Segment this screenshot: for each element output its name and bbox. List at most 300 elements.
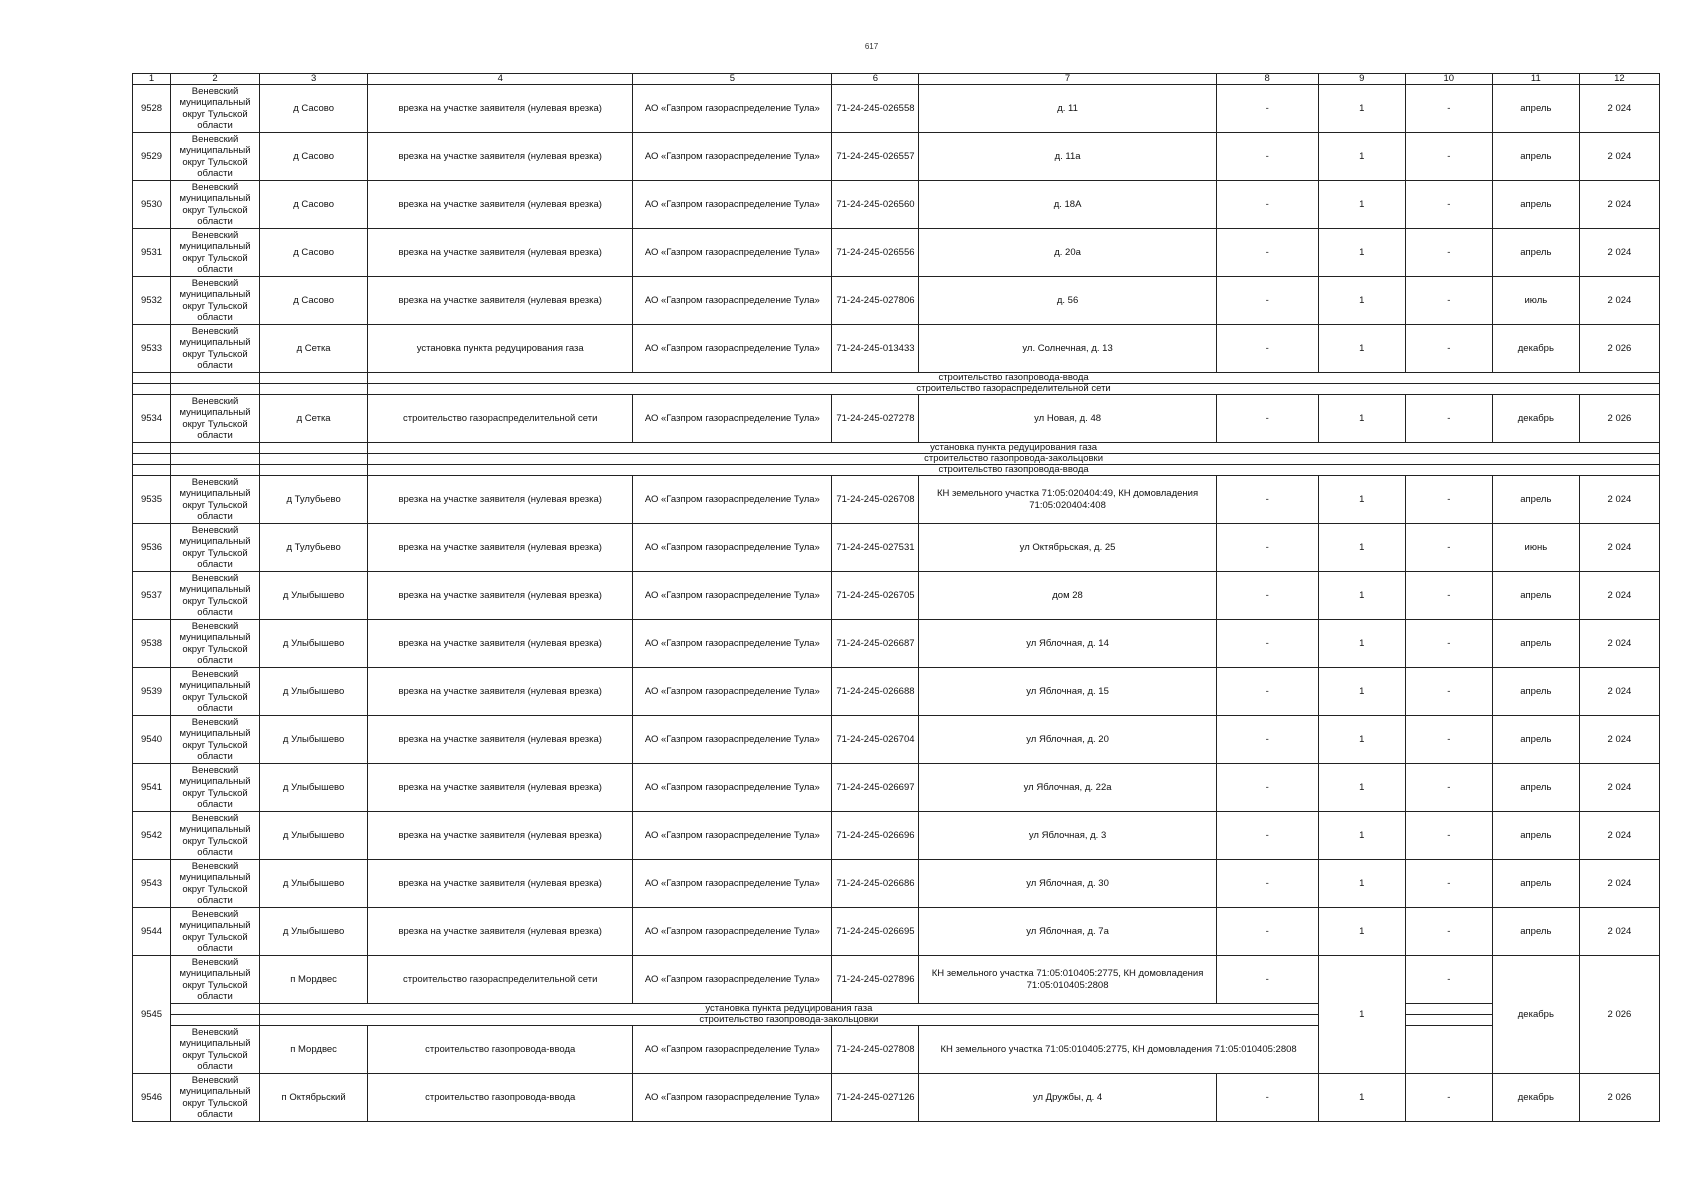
organization-cell: АО «Газпром газораспределение Тула» — [633, 620, 832, 668]
empty-cell — [133, 384, 171, 395]
month-cell: декабрь — [1492, 325, 1579, 373]
locality-cell: п Октябрьский — [260, 1074, 368, 1122]
empty-cell — [171, 1004, 260, 1015]
col10-cell: - — [1405, 133, 1492, 181]
table-row — [133, 860, 1660, 908]
work-type-cell: строительство газораспределительной сети — [368, 956, 633, 1004]
organization-cell: АО «Газпром газораспределение Тула» — [633, 229, 832, 277]
table-row — [133, 1074, 1660, 1122]
object-code-cell: 71-24-245-026558 — [832, 85, 919, 133]
row-number-cell: 9531 — [133, 229, 171, 277]
object-code-cell: 71-24-245-027896 — [832, 956, 919, 1004]
object-code-cell: 71-24-245-027808 — [832, 1026, 919, 1074]
month-cell: апрель — [1492, 572, 1579, 620]
month-cell: декабрь — [1492, 395, 1579, 443]
locality-cell: д Улыбышево — [260, 716, 368, 764]
address-cell: д. 20а — [919, 229, 1216, 277]
locality-cell: д Сасово — [260, 85, 368, 133]
sub-work-row — [133, 373, 1660, 384]
organization-cell: АО «Газпром газораспределение Тула» — [633, 908, 832, 956]
col9-cell: 1 — [1318, 668, 1405, 716]
address-cell: дом 28 — [919, 572, 1216, 620]
sub-work-row — [133, 384, 1660, 395]
col10-cell: - — [1405, 764, 1492, 812]
address-cell: ул Яблочная, д. 30 — [919, 860, 1216, 908]
locality-cell: д Сасово — [260, 133, 368, 181]
col9-cell: 1 — [1318, 133, 1405, 181]
organization-cell: АО «Газпром газораспределение Тула» — [633, 860, 832, 908]
row-number-cell: 9535 — [133, 476, 171, 524]
col8-cell: - — [1216, 277, 1318, 325]
organization-cell: АО «Газпром газораспределение Тула» — [633, 572, 832, 620]
locality-cell: д Улыбышево — [260, 764, 368, 812]
district-cell: Веневский муниципальный округ Тульской области — [171, 476, 260, 524]
col8-cell: - — [1216, 860, 1318, 908]
col8-cell: - — [1216, 572, 1318, 620]
page-number: 617 — [864, 42, 879, 51]
col10-cell: - — [1405, 476, 1492, 524]
object-code-cell: 71-24-245-027806 — [832, 277, 919, 325]
header-cell: 2 — [171, 74, 260, 85]
col9-cell: 1 — [1318, 181, 1405, 229]
row-number-cell: 9538 — [133, 620, 171, 668]
table-row — [133, 956, 1660, 1004]
work-type-cell: врезка на участке заявителя (нулевая врезка) — [368, 668, 633, 716]
col8-cell: - — [1216, 395, 1318, 443]
district-cell: Веневский муниципальный округ Тульской области — [171, 325, 260, 373]
district-cell: Веневский муниципальный округ Тульской области — [171, 277, 260, 325]
month-cell: июль — [1492, 277, 1579, 325]
month-cell: апрель — [1492, 181, 1579, 229]
empty-cell — [171, 1015, 260, 1026]
work-type-cell: врезка на участке заявителя (нулевая врезка) — [368, 133, 633, 181]
sub-work-row — [133, 465, 1660, 476]
month-cell: апрель — [1492, 860, 1579, 908]
table-body — [133, 74, 1660, 1122]
work-type-cell: строительство газопровода-ввода — [368, 1026, 633, 1074]
year-cell: 2 024 — [1579, 812, 1659, 860]
row-number-cell: 9543 — [133, 860, 171, 908]
table-row — [133, 476, 1660, 524]
address-cell: ул Яблочная, д. 7а — [919, 908, 1216, 956]
col8-cell: - — [1216, 476, 1318, 524]
object-code-cell: 71-24-245-027126 — [832, 1074, 919, 1122]
work-type-cell: врезка на участке заявителя (нулевая врезка) — [368, 764, 633, 812]
work-type-cell: врезка на участке заявителя (нулевая врезка) — [368, 812, 633, 860]
col9-cell: 1 — [1318, 716, 1405, 764]
col10-cell: - — [1405, 668, 1492, 716]
empty-cell — [133, 373, 171, 384]
col8-cell: - — [1216, 1074, 1318, 1122]
work-type-cell: врезка на участке заявителя (нулевая врезка) — [368, 476, 633, 524]
work-type-cell: установка пункта редуцирования газа — [368, 325, 633, 373]
district-cell: Веневский муниципальный округ Тульской области — [171, 524, 260, 572]
table-row — [133, 85, 1660, 133]
address-cell: КН земельного участка 71:05:010405:2775, КН домовладения 71:05:010405:2808 — [919, 1026, 1318, 1074]
address-cell: КН земельного участка 71:05:020404:49, КН домовладения 71:05:020404:408 — [919, 476, 1216, 524]
row-number-cell: 9529 — [133, 133, 171, 181]
header-cell: 12 — [1579, 74, 1659, 85]
address-cell: ул Новая, д. 48 — [919, 395, 1216, 443]
row-number-cell: 9533 — [133, 325, 171, 373]
col10-cell: - — [1405, 395, 1492, 443]
table-row — [133, 572, 1660, 620]
col10-cell: - — [1405, 277, 1492, 325]
col9-cell: 1 — [1318, 325, 1405, 373]
locality-cell: п Мордвес — [260, 956, 368, 1004]
col8-cell: - — [1216, 812, 1318, 860]
district-cell: Веневский муниципальный округ Тульской области — [171, 1026, 260, 1074]
col8-cell: - — [1216, 956, 1318, 1004]
col10-cell: - — [1405, 1074, 1492, 1122]
row-number-cell: 9546 — [133, 1074, 171, 1122]
sub-work-label: строительство газораспределительной сети — [368, 384, 1660, 395]
district-cell: Веневский муниципальный округ Тульской области — [171, 716, 260, 764]
empty-cell — [1405, 1004, 1492, 1015]
address-cell: ул Яблочная, д. 22а — [919, 764, 1216, 812]
col10-cell: - — [1405, 716, 1492, 764]
address-cell: ул Дружбы, д. 4 — [919, 1074, 1216, 1122]
locality-cell: д Улыбышево — [260, 812, 368, 860]
col8-cell: - — [1216, 908, 1318, 956]
organization-cell: АО «Газпром газораспределение Тула» — [633, 325, 832, 373]
sub-work-row — [133, 454, 1660, 465]
empty-cell — [171, 373, 260, 384]
district-cell: Веневский муниципальный округ Тульской области — [171, 620, 260, 668]
address-cell: ул Яблочная, д. 3 — [919, 812, 1216, 860]
empty-cell — [133, 454, 171, 465]
table-row — [133, 620, 1660, 668]
object-code-cell: 71-24-245-026704 — [832, 716, 919, 764]
organization-cell: АО «Газпром газораспределение Тула» — [633, 812, 832, 860]
district-cell: Веневский муниципальный округ Тульской области — [171, 85, 260, 133]
row-number-cell: 9544 — [133, 908, 171, 956]
month-cell: апрель — [1492, 764, 1579, 812]
row-number-cell: 9545 — [133, 956, 171, 1074]
locality-cell: п Мордвес — [260, 1026, 368, 1074]
organization-cell: АО «Газпром газораспределение Тула» — [633, 524, 832, 572]
header-cell: 5 — [633, 74, 832, 85]
district-cell: Веневский муниципальный округ Тульской области — [171, 764, 260, 812]
month-cell: апрель — [1492, 908, 1579, 956]
month-cell: апрель — [1492, 476, 1579, 524]
object-code-cell: 71-24-245-026687 — [832, 620, 919, 668]
table-row — [133, 229, 1660, 277]
col10-cell: - — [1405, 181, 1492, 229]
col9-cell: 1 — [1318, 620, 1405, 668]
column-number-header — [133, 74, 1660, 85]
year-cell: 2 024 — [1579, 181, 1659, 229]
address-cell: ул Яблочная, д. 15 — [919, 668, 1216, 716]
empty-cell — [133, 465, 171, 476]
table-row — [133, 764, 1660, 812]
row-number-cell: 9541 — [133, 764, 171, 812]
header-cell: 1 — [133, 74, 171, 85]
address-cell: д. 18А — [919, 181, 1216, 229]
work-type-cell: врезка на участке заявителя (нулевая врезка) — [368, 908, 633, 956]
row-number-cell: 9532 — [133, 277, 171, 325]
district-cell: Веневский муниципальный округ Тульской области — [171, 908, 260, 956]
row-number-cell: 9537 — [133, 572, 171, 620]
locality-cell: д Улыбышево — [260, 572, 368, 620]
header-cell: 4 — [368, 74, 633, 85]
year-cell: 2 024 — [1579, 229, 1659, 277]
table-row — [133, 181, 1660, 229]
year-cell: 2 026 — [1579, 1074, 1659, 1122]
object-code-cell: 71-24-245-026697 — [832, 764, 919, 812]
month-cell: апрель — [1492, 229, 1579, 277]
month-cell: апрель — [1492, 620, 1579, 668]
address-cell: ул Октябрьская, д. 25 — [919, 524, 1216, 572]
header-cell: 3 — [260, 74, 368, 85]
locality-cell: д Сасово — [260, 229, 368, 277]
sub-work-label: установка пункта редуцирования газа — [368, 443, 1660, 454]
month-cell: апрель — [1492, 716, 1579, 764]
object-code-cell: 71-24-245-026705 — [832, 572, 919, 620]
row-number-cell: 9539 — [133, 668, 171, 716]
col8-cell: - — [1216, 524, 1318, 572]
address-cell: д. 11 — [919, 85, 1216, 133]
district-cell: Веневский муниципальный округ Тульской области — [171, 572, 260, 620]
work-type-cell: строительство газораспределительной сети — [368, 395, 633, 443]
col10-cell: - — [1405, 812, 1492, 860]
col10-cell: - — [1405, 325, 1492, 373]
object-code-cell: 71-24-245-013433 — [832, 325, 919, 373]
organization-cell: АО «Газпром газораспределение Тула» — [633, 668, 832, 716]
locality-cell: д Тулубьево — [260, 524, 368, 572]
work-type-cell: врезка на участке заявителя (нулевая врезка) — [368, 181, 633, 229]
month-cell: июнь — [1492, 524, 1579, 572]
object-code-cell: 71-24-245-026696 — [832, 812, 919, 860]
work-type-cell: врезка на участке заявителя (нулевая врезка) — [368, 524, 633, 572]
work-type-cell: врезка на участке заявителя (нулевая врезка) — [368, 229, 633, 277]
year-cell: 2 024 — [1579, 716, 1659, 764]
col8-cell: - — [1216, 325, 1318, 373]
sub-work-label: строительство газопровода-закольцовки — [368, 454, 1660, 465]
table-row — [133, 524, 1660, 572]
row-number-cell: 9528 — [133, 85, 171, 133]
locality-cell: д Улыбышево — [260, 908, 368, 956]
organization-cell: АО «Газпром газораспределение Тула» — [633, 395, 832, 443]
address-cell: д. 56 — [919, 277, 1216, 325]
object-code-cell: 71-24-245-027278 — [832, 395, 919, 443]
address-cell: ул. Солнечная, д. 13 — [919, 325, 1216, 373]
object-code-cell: 71-24-245-026556 — [832, 229, 919, 277]
col8-cell: - — [1216, 229, 1318, 277]
district-cell: Веневский муниципальный округ Тульской области — [171, 1074, 260, 1122]
table-row — [133, 1026, 1660, 1074]
year-cell: 2 024 — [1579, 620, 1659, 668]
col9-cell: 1 — [1318, 395, 1405, 443]
district-cell: Веневский муниципальный округ Тульской области — [171, 395, 260, 443]
empty-cell — [171, 465, 260, 476]
header-cell: 6 — [832, 74, 919, 85]
table-row — [133, 668, 1660, 716]
col10-cell: - — [1405, 620, 1492, 668]
year-cell: 2 024 — [1579, 277, 1659, 325]
locality-cell: д Сасово — [260, 181, 368, 229]
year-cell: 2 024 — [1579, 524, 1659, 572]
sub-work-row — [133, 1004, 1660, 1015]
address-cell: д. 11а — [919, 133, 1216, 181]
object-code-cell: 71-24-245-026688 — [832, 668, 919, 716]
table-row — [133, 716, 1660, 764]
col10-cell: - — [1405, 229, 1492, 277]
organization-cell: АО «Газпром газораспределение Тула» — [633, 277, 832, 325]
sub-work-row — [133, 443, 1660, 454]
table-row — [133, 325, 1660, 373]
col8-cell: - — [1216, 764, 1318, 812]
row-number-cell: 9540 — [133, 716, 171, 764]
col8-cell: - — [1216, 668, 1318, 716]
work-type-cell: врезка на участке заявителя (нулевая врезка) — [368, 620, 633, 668]
district-cell: Веневский муниципальный округ Тульской области — [171, 860, 260, 908]
empty-cell — [260, 465, 368, 476]
year-cell: 2 026 — [1579, 956, 1659, 1074]
month-cell: декабрь — [1492, 956, 1579, 1074]
col9-cell: 1 — [1318, 476, 1405, 524]
year-cell: 2 024 — [1579, 764, 1659, 812]
organization-cell: АО «Газпром газораспределение Тула» — [633, 716, 832, 764]
col8-cell: - — [1216, 133, 1318, 181]
locality-cell: д Тулубьево — [260, 476, 368, 524]
empty-cell — [260, 373, 368, 384]
table-row — [133, 133, 1660, 181]
organization-cell: АО «Газпром газораспределение Тула» — [633, 1074, 832, 1122]
month-cell: апрель — [1492, 85, 1579, 133]
col9-cell: 1 — [1318, 860, 1405, 908]
col8-cell: - — [1216, 85, 1318, 133]
row-number-cell: 9530 — [133, 181, 171, 229]
district-cell: Веневский муниципальный округ Тульской области — [171, 133, 260, 181]
col9-cell: 1 — [1318, 908, 1405, 956]
work-type-cell: врезка на участке заявителя (нулевая врезка) — [368, 860, 633, 908]
gas-registry-table — [132, 73, 1660, 1122]
col9-cell: 1 — [1318, 572, 1405, 620]
object-code-cell: 71-24-245-026560 — [832, 181, 919, 229]
empty-cell — [171, 384, 260, 395]
row-number-cell: 9542 — [133, 812, 171, 860]
organization-cell: АО «Газпром газораспределение Тула» — [633, 956, 832, 1004]
work-type-cell: врезка на участке заявителя (нулевая врезка) — [368, 572, 633, 620]
locality-cell: д Сетка — [260, 395, 368, 443]
work-type-cell: врезка на участке заявителя (нулевая врезка) — [368, 277, 633, 325]
col8-cell: - — [1216, 620, 1318, 668]
year-cell: 2 024 — [1579, 668, 1659, 716]
month-cell: апрель — [1492, 668, 1579, 716]
table-row — [133, 277, 1660, 325]
col10-cell: - — [1405, 524, 1492, 572]
header-cell: 10 — [1405, 74, 1492, 85]
table-row — [133, 812, 1660, 860]
table-row — [133, 395, 1660, 443]
locality-cell: д Сасово — [260, 277, 368, 325]
organization-cell: АО «Газпром газораспределение Тула» — [633, 1026, 832, 1074]
col9-cell: 1 — [1318, 229, 1405, 277]
organization-cell: АО «Газпром газораспределение Тула» — [633, 85, 832, 133]
col9-cell: 1 — [1318, 277, 1405, 325]
table-row — [133, 908, 1660, 956]
header-cell: 11 — [1492, 74, 1579, 85]
col9-cell: 1 — [1318, 812, 1405, 860]
empty-cell — [1405, 1015, 1492, 1026]
col9-cell: 1 — [1318, 85, 1405, 133]
object-code-cell: 71-24-245-026695 — [832, 908, 919, 956]
district-cell: Веневский муниципальный округ Тульской области — [171, 181, 260, 229]
locality-cell: д Сетка — [260, 325, 368, 373]
locality-cell: д Улыбышево — [260, 860, 368, 908]
locality-cell: д Улыбышево — [260, 620, 368, 668]
empty-cell — [133, 443, 171, 454]
locality-cell: д Улыбышево — [260, 668, 368, 716]
month-cell: декабрь — [1492, 1074, 1579, 1122]
sub-work-label: установка пункта редуцирования газа — [260, 1004, 1319, 1015]
address-cell: КН земельного участка 71:05:010405:2775, КН домовладения 71:05:010405:2808 — [919, 956, 1216, 1004]
object-code-cell: 71-24-245-026557 — [832, 133, 919, 181]
district-cell: Веневский муниципальный округ Тульской области — [171, 229, 260, 277]
month-cell: апрель — [1492, 812, 1579, 860]
empty-cell — [260, 443, 368, 454]
header-cell: 9 — [1318, 74, 1405, 85]
organization-cell: АО «Газпром газораспределение Тула» — [633, 764, 832, 812]
row-number-cell: 9536 — [133, 524, 171, 572]
address-cell: ул Яблочная, д. 14 — [919, 620, 1216, 668]
empty-cell — [171, 454, 260, 465]
col10-cell: - — [1405, 85, 1492, 133]
col9-cell: 1 — [1318, 764, 1405, 812]
year-cell: 2 024 — [1579, 572, 1659, 620]
col10-cell: - — [1405, 860, 1492, 908]
header-cell: 7 — [919, 74, 1216, 85]
district-cell: Веневский муниципальный округ Тульской области — [171, 956, 260, 1004]
empty-cell — [260, 384, 368, 395]
col9-cell: 1 — [1318, 956, 1405, 1074]
work-type-cell: врезка на участке заявителя (нулевая врезка) — [368, 716, 633, 764]
organization-cell: АО «Газпром газораспределение Тула» — [633, 133, 832, 181]
year-cell: 2 026 — [1579, 325, 1659, 373]
col9-cell: 1 — [1318, 1074, 1405, 1122]
year-cell: 2 024 — [1579, 476, 1659, 524]
col9-cell: 1 — [1318, 524, 1405, 572]
col10-cell: - — [1405, 908, 1492, 956]
col10-cell: - — [1405, 956, 1492, 1004]
work-type-cell: строительство газопровода-ввода — [368, 1074, 633, 1122]
district-cell: Веневский муниципальный округ Тульской области — [171, 812, 260, 860]
district-cell: Веневский муниципальный округ Тульской области — [171, 668, 260, 716]
year-cell: 2 024 — [1579, 85, 1659, 133]
object-code-cell: 71-24-245-026708 — [832, 476, 919, 524]
organization-cell: АО «Газпром газораспределение Тула» — [633, 181, 832, 229]
empty-cell — [1405, 1026, 1492, 1074]
empty-cell — [260, 454, 368, 465]
sub-work-row — [133, 1015, 1660, 1026]
year-cell: 2 026 — [1579, 395, 1659, 443]
row-number-cell: 9534 — [133, 395, 171, 443]
col8-cell: - — [1216, 181, 1318, 229]
sub-work-label: строительство газопровода-закольцовки — [260, 1015, 1319, 1026]
col8-cell: - — [1216, 716, 1318, 764]
sub-work-label: строительство газопровода-ввода — [368, 465, 1660, 476]
address-cell: ул Яблочная, д. 20 — [919, 716, 1216, 764]
work-type-cell: врезка на участке заявителя (нулевая врезка) — [368, 85, 633, 133]
month-cell: апрель — [1492, 133, 1579, 181]
year-cell: 2 024 — [1579, 908, 1659, 956]
year-cell: 2 024 — [1579, 860, 1659, 908]
organization-cell: АО «Газпром газораспределение Тула» — [633, 476, 832, 524]
object-code-cell: 71-24-245-026686 — [832, 860, 919, 908]
sub-work-label: строительство газопровода-ввода — [368, 373, 1660, 384]
header-cell: 8 — [1216, 74, 1318, 85]
